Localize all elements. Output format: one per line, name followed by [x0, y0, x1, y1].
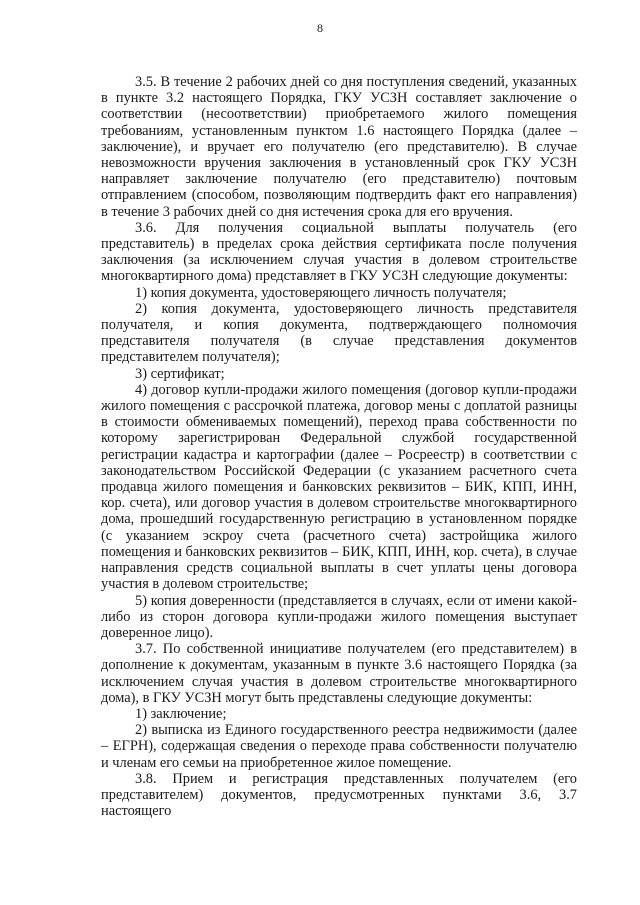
- list-item-3-6-1: 1) копия документа, удостоверяющего личность получателя;: [135, 284, 507, 301]
- paragraph-3-7: 3.7. По собственной инициативе получателем (его представителем) в дополнение к документам, указанным в пункте 3.6 настоящего Порядка (за исключением случая участия в долевом строительстве многоквартирного дома), в ГКУ УСЗН могут быть представлены следующие документы:: [101, 641, 577, 706]
- list-item-3-7-2: 2) выписка из Единого государственного реестра недвижимости (далее – ЕГРН), содержащая сведения о переходе права собственности получателю и членам его семьи на приобретенное жилое помещение.: [101, 722, 577, 771]
- list-item-3-6-3: 3) сертификат;: [135, 365, 225, 382]
- paragraph-3-5: 3.5. В течение 2 рабочих дней со дня поступления сведений, указанных в пункте 3.2 настоящего Порядка, ГКУ УСЗН составляет заключение о соответствии (несоответствии) приобретаемого жилого помещения требованиям, установленным пунктом 1.6 настоящего Порядка (далее – заключение), и вручает его получателю (его представителю). В случае невозможности вручения заключения в установленный срок ГКУ УСЗН направляет заключение получателю (его представителю) почтовым отправлением (способом, позволяющим подтвердить факт его направления) в течение 3 рабочих дней со дня истечения срока для его вручения.: [101, 74, 577, 220]
- list-item-3-6-4: 4) договор купли-продажи жилого помещения (договор купли-продажи жилого помещения с рассрочкой платежа, договор мены с доплатой разницы в стоимости обмениваемых помещений), переход права собственности по которому зарегистрирован Федеральной службой государственной регистрации кадастра и картографии (далее – Росреестр) в соответствии с законодательством Российской Федерации (с указанием расчетного счета продавца жилого помещения и банковских реквизитов – БИК, КПП, ИНН, кор. счета), или договор участия в долевом строительстве многоквартирного дома, прошедший государственную регистрацию в установленном порядке (с указанием эскроу счета (расчетного счета) застройщика жилого помещения и банковских реквизитов – БИК, КПП, ИНН, кор. счета), в случае направления средств социальной выплаты в счет уплаты цены договора участия в долевом строительстве;: [101, 381, 577, 593]
- paragraph-3-6: 3.6. Для получения социальной выплаты получатель (его представитель) в пределах срока действия сертификата после получения заключения (за исключением случая участия в долевом строительстве многоквартирного дома) представляет в ГКУ УСЗН следующие документы:: [101, 219, 577, 285]
- document-body: [101, 74, 577, 819]
- list-item-3-7-1: 1) заключение;: [135, 705, 227, 722]
- list-item-3-6-2: 2) копия документа, удостоверяющего личность представителя получателя, и копия документа, подтверждающего полномочия представителя получателя (в случае представления документов представителем получателя);: [101, 300, 577, 366]
- paragraph-3-8: 3.8. Прием и регистрация представленных получателем (его представителем) документов, предусмотренных пунктами 3.6, 3.7 настоящего: [101, 770, 577, 820]
- page-number: 8: [317, 21, 323, 35]
- list-item-3-6-5: 5) копия доверенности (представляется в случаях, если от имени какой-либо из сторон договора купли-продажи жилого помещения выступает доверенное лицо).: [101, 592, 577, 641]
